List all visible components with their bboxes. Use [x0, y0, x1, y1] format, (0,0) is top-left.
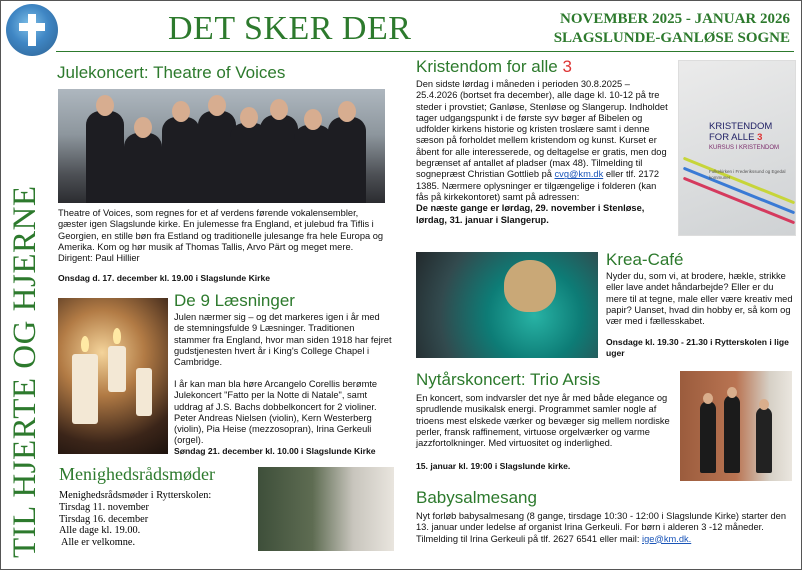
laesninger-text-1: Julen nærmer sig – og det markeres igen i år med de stemningsfulde 9 Læsninger. Traditionen stammer fra England, hvor man siden 1918 har fejret gudstjenesten hvert år i King's College Chapel i Cambridge. — [174, 312, 392, 368]
kristendom-title-number: 3 — [562, 57, 572, 76]
header-info — [554, 10, 790, 48]
menighedsraad-line: Alle er velkomne. — [59, 537, 136, 549]
trio-arsis-photo — [680, 371, 792, 481]
laesninger-text-2: I år kan man bla høre Arcangelo Corellis berømte Julekoncert "Fatto per la Notte di Natale", samt uddrag af J.S. Bachs dobbelkoncert for 2 violiner. Peter Andreas Nielsen (violin), Kern Westerberg (violin), Pia Heise (mezzosopran), Irina Gerkeuli (orgel). — [174, 379, 378, 446]
menighedsraad-line: Menighedsrådsmøder i Rytterskolen: — [59, 490, 212, 501]
menighedsraad-line: Alle dage kl. 19.00. — [59, 525, 141, 537]
laesninger-when: Søndag 21. december kl. 10.00 i Slagslunde Kirke — [174, 446, 376, 456]
page-title: DET SKER DER — [168, 10, 412, 47]
julekoncert-text: Theatre of Voices, som regnes for et af verdens førende vokalensembler, gæster igen Slagslunde kirke. En julemesse fra England, et julebud fra Tiflis i Georgien, en stille bøn fra Estland og traditionelle julesange fra hele Europa og Amerika. Kom og hør musik af Thomas Tallis, Arvo Pärt og meget mere. Dirigent: Paul Hillier — [58, 208, 384, 264]
baby-body: Nyt forløb babysalmesang (8 gange, tirsdage 10:30 - 12:00 i Slagslunde Kirke) starter den 13. januar under ledelse af organist Irina Gerkeuli. For børn i alderen 3 -12 måneder. Tilmelding til Irina Gerkeuli på tlf. 2627 6541 eller mail: — [416, 511, 787, 544]
book-title-line1: KRISTENDOM — [709, 121, 773, 132]
baby-text — [416, 511, 798, 545]
kristendom-phone: eller tlf. 2172 1385. — [416, 169, 660, 191]
kristendom-email-link[interactable]: cvg@km.dk — [554, 169, 604, 180]
advent-candle-photo — [58, 298, 168, 454]
laesninger-title: De 9 Læsninger — [174, 291, 295, 310]
nytaar-text: En koncert, som indvarsler det nye år med både elegance og sprudlende musikalsk energi. Programmet samler nogle af trioens mest elskede værker og bevæger sig mellem nordiske perler, fransk raffinement, virtuose orgelværker og varme jazzfortolkninger. Med virtuositet og inderlighed. — [416, 393, 670, 449]
parish-name: SLAGSLUNDE-GANLØSE SOGNE — [553, 30, 790, 46]
book-publisher: Folkekirken i Frederikssund og Egedal kommuner — [709, 169, 786, 180]
date-range: NOVEMBER 2025 - JANUAR 2026 — [560, 11, 790, 27]
book-title-line2: FOR ALLE 3 — [709, 132, 763, 143]
church-cross-logo — [6, 4, 58, 56]
menighedsraad-line: Tirsdag 11. november — [59, 501, 149, 513]
menighedsraad-line: Tirsdag 16. december — [59, 513, 149, 525]
book-title — [709, 121, 795, 154]
kristendom-next-dates: De næste gange er lørdag, 29. november i Stenløse, lørdag, 31. januar i Slangerup. — [416, 203, 645, 225]
nytaar-when: 15. januar kl. 19:00 i Slagslunde kirke. — [416, 461, 571, 471]
julekoncert-title: Julekoncert: Theatre of Voices — [57, 63, 286, 82]
julekoncert-when: Onsdag d. 17. december kl. 19.00 i Slagslunde Kirke — [58, 273, 271, 283]
krea-text: Nyder du, som vi, at brodere, hækle, strikke eller lave andet håndarbejde? Eller er du mere til at tegne, male eller være kreativ med papir? Uanset, hvad din hobby er, så kom og vær med i fællesskabet. — [606, 271, 793, 327]
kristendom-title-text: Kristendom for alle — [416, 57, 558, 76]
knitted-sheep-photo — [416, 252, 598, 358]
header-divider — [56, 51, 794, 52]
kristendom-book-cover — [678, 60, 796, 236]
book-subtitle: KURSUS I KRISTENDOM — [709, 145, 780, 151]
choir-photo — [58, 89, 385, 203]
kristendom-more: Nærmere oplysninger er tilgængelige i folderen (kan fås på kirkekontoret) samt på adressen: — [416, 180, 657, 202]
baby-title: Babysalmesang — [416, 488, 537, 507]
kristendom-text — [416, 79, 671, 226]
nytaar-title: Nytårskoncert: Trio Arsis — [416, 370, 601, 389]
sheep-figure — [504, 260, 556, 312]
krea-when: Onsdage kl. 19.30 - 21.30 i Rytterskolen i lige uger — [606, 337, 789, 358]
kristendom-title — [416, 57, 572, 77]
side-title: TIL HJERTE OG HJERNE — [7, 185, 43, 558]
menighedsraad-title: Menighedsrådsmøder — [59, 464, 215, 484]
kristendom-body: Den sidste lørdag i måneden i perioden 30.8.2025 – 25.4.2026 (bortset fra december), alle dage kl. 10-12 på tre steder i provstiet; Ganløse, Stenløse og Slangerup. Indholdet tager udgangspunkt i de første syv bøger af Bibelen og udfolder kirkens historie og kristen troslære samt i denne sæson på forholdet mellem kristendom og kunst. Kurset er åbent for alle interesserede, og deltagelse er gratis, men dog begrænset af antallet af pladser (max 48). Tilmelding til sognepræst Christian Gottlieb på — [416, 79, 668, 180]
menighedsraad-list — [59, 490, 254, 549]
krea-title: Krea-Café — [606, 250, 684, 269]
rytterskolen-photo — [258, 467, 394, 551]
baby-email-link[interactable]: ige@km.dk. — [642, 533, 692, 544]
